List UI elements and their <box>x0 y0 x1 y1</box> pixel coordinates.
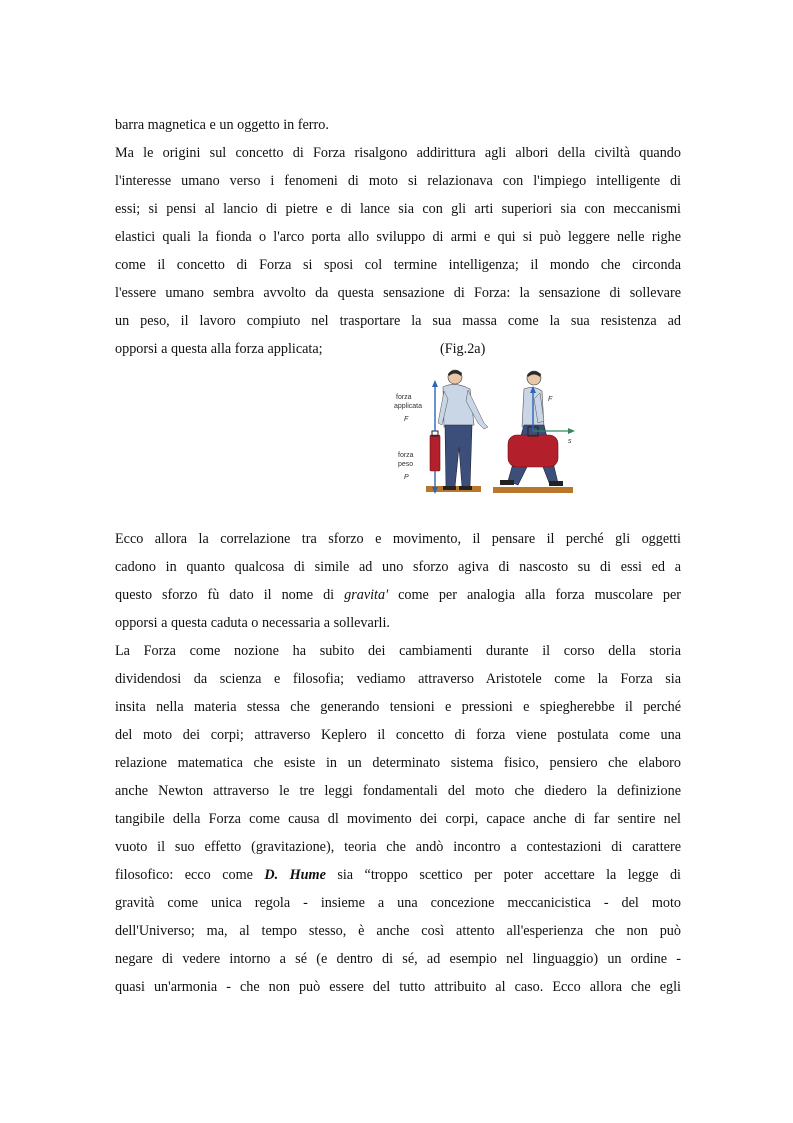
label-vector-f-right: F <box>548 396 553 403</box>
person-holding-case <box>430 370 488 490</box>
text-line: del moto dei corpi; attraverso Keplero il concetto di forza viene postulata come una <box>115 727 681 743</box>
bold-italic-name-hume: D. Hume <box>264 867 326 883</box>
text-line: vuoto il suo effetto (gravitazione), teoria che andò incontro a contestazioni di carattere <box>115 839 681 855</box>
figure-caption: (Fig.2a) <box>440 341 486 357</box>
text-line: negare di vedere intorno a sé (e dentro di sé, ad esempio nel linguaggio) un ordine - <box>115 951 681 967</box>
label-vector-s: s <box>568 438 572 445</box>
text-line: La Forza come nozione ha subito dei cambiamenti durante il corso della storia <box>115 643 681 659</box>
case <box>430 435 440 471</box>
text-line: essi; si pensi al lancio di pietre e di lance sia con gli arti superiori sia con meccanismi <box>115 201 681 217</box>
text-line: l'essere umano sembra avvolto da questa sensazione di Forza: la sensazione di sollevare <box>115 285 681 301</box>
text-line: l'interesse umano verso i fenomeni di moto si relazionava con l'impiego intelligente di <box>115 173 681 189</box>
text-line <box>115 866 681 884</box>
text-run: come per analogia alla forza muscolare per <box>388 587 681 603</box>
label-forza-applicata-1: forza <box>396 394 412 401</box>
label-forza-peso-1: forza <box>398 452 414 459</box>
text-line: dell'Universo; ma, al tempo stesso, è anche così attento all'esperienza che non può <box>115 923 681 939</box>
case <box>508 435 558 467</box>
text-line: un peso, il lavoro compiuto nel trasportare la sua massa come la sua resistenza ad <box>115 313 681 329</box>
floor-plate <box>493 487 573 493</box>
text-line: barra magnetica e un oggetto in ferro. <box>115 117 329 133</box>
figure-force-illustration <box>388 365 581 501</box>
text-line: opporsi a questa caduta o necessaria a sollevarli. <box>115 615 390 631</box>
person-carrying-case <box>500 371 563 486</box>
text-line: come il concetto di Forza si sposi col termine intelligenza; il mondo che circonda <box>115 257 681 273</box>
text-line: quasi un'armonia - che non può essere del tutto attribuito al caso. Ecco allora che egli <box>115 979 681 995</box>
label-forza-applicata-2: applicata <box>394 403 423 410</box>
text-line: anche Newton attraverso le tre leggi fondamentali del moto che diedero la definizione <box>115 783 681 799</box>
text-line: dividendosi da scienza e filosofia; vediamo attraverso Aristotele come la Forza sia <box>115 671 681 687</box>
text-line <box>115 586 681 604</box>
label-vector-p: P <box>404 474 409 481</box>
text-line: cadono in quanto qualcosa di simile ad uno sforzo agiva di nascosto su di essi ed a <box>115 559 681 575</box>
text-line: elastici quali la fionda o l'arco porta allo sviluppo di armi e qui si può leggere nelle righe <box>115 229 681 245</box>
label-forza-peso-2: peso <box>398 461 414 468</box>
text-line: tangibile della Forza come causa dl movimento dei corpi, capace anche di far sentire nel <box>115 811 681 827</box>
text-line: gravità come unica regola - insieme a una concezione meccanicistica - del moto <box>115 895 681 911</box>
text-line: relazione matematica che esiste in un determinato sistema fisico, pensiero che elaboro <box>115 755 681 771</box>
text-line: insita nella materia stessa che generando tensioni e pressioni e spiegherebbe il perché <box>115 699 681 715</box>
text-run: questo sforzo fù dato il nome di <box>115 587 345 603</box>
text-line: Ma le origini sul concetto di Forza risalgono addirittura agli albori della civiltà quando <box>115 145 681 161</box>
text-run: filosofico: ecco come <box>115 867 265 883</box>
label-vector-f: F <box>404 416 409 423</box>
text-line: Ecco allora la correlazione tra sforzo e movimento, il pensare il perché gli oggetti <box>115 531 681 547</box>
text-run: sia “troppo scettico per poter accettare la legge di <box>325 867 681 883</box>
text-line: opporsi a questa alla forza applicata; <box>115 341 323 357</box>
italic-term-gravita: gravita' <box>344 587 389 603</box>
